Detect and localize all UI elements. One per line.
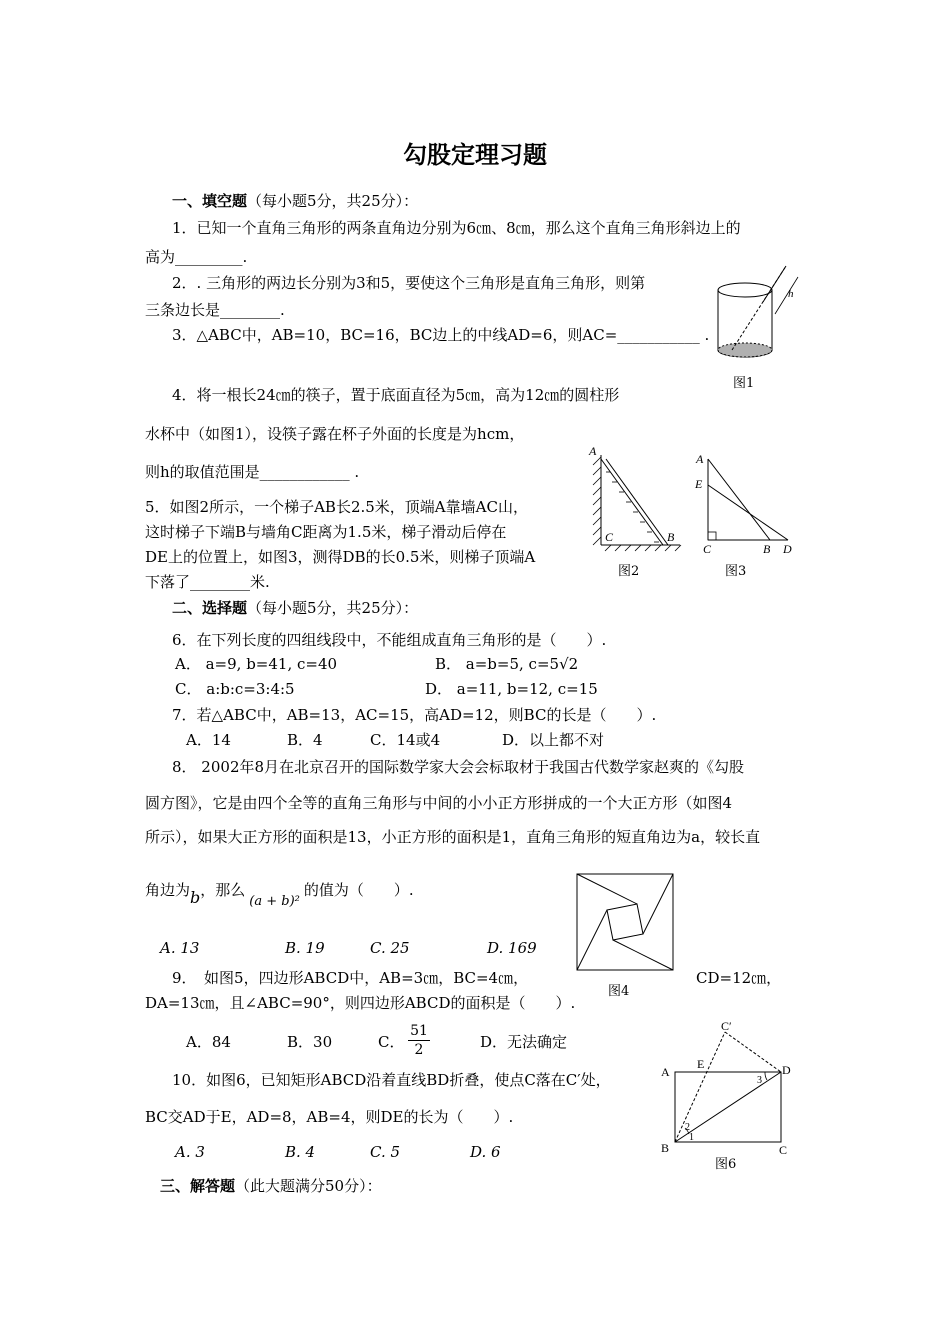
figure-4-caption: 图4 (608, 984, 630, 999)
q5-line2: 这时梯子下端B与墙角C距离为1.5米，梯子滑动后停在 (145, 523, 507, 541)
fig6-label-e: E (697, 1057, 705, 1071)
fig6-angle-1: 1 (689, 1132, 694, 1143)
q1-line1: 1．已知一个直角三角形的两条直角边分别为6㎝、8㎝，那么这个直角三角形斜边上的 (172, 219, 741, 237)
fig6-angle-2: 2 (685, 1122, 690, 1133)
page-title: 勾股定理习题 (403, 140, 547, 169)
fig3-label-a: A (696, 452, 704, 466)
q10-option-d: D. 6 (470, 1143, 501, 1161)
q9-line1: 9． 如图5，四边形ABCD中，AB=3㎝，BC=4㎝， (172, 969, 529, 987)
q7-option-a: A．14 (186, 731, 231, 749)
q8-option-d: D. 169 (487, 939, 537, 957)
fig6-label-b: B (661, 1141, 670, 1155)
q5-line3: DE上的位置上，如图3，测得DB的长0.5米，则梯子顶端A (145, 548, 536, 566)
q6-option-a: A． a=9, b=41, c=40 (175, 655, 338, 673)
q4-line3: 则h的取值范围是____________ . (145, 463, 360, 481)
q8-option-c: C. 25 (370, 939, 410, 957)
q9-option-c-fraction: 51 2 (408, 1022, 430, 1059)
q2-line1: 2．. 三角形的两边长分别为3和5，要使这个三角形是直角三角形，则第 (172, 274, 646, 292)
fig6-label-c-prime: C′ (721, 1020, 732, 1033)
fig6-angle-3: 3 (757, 1075, 762, 1086)
q7-option-d: D．以上都不对 (502, 731, 605, 749)
q8-option-a: A. 13 (160, 939, 200, 957)
fig2-label-b: B (667, 530, 675, 544)
fig6-label-d: D (782, 1063, 791, 1077)
section3-heading: 三、解答题（此大题满分50分）： (160, 1177, 382, 1195)
q9-option-b: B．30 (287, 1033, 333, 1051)
fig2-label-a: A (589, 445, 597, 458)
q8-line1: 8． 2002年8月在北京召开的国际数学家大会会标取材于我国古代数学家赵爽的《勾股 (172, 758, 745, 776)
fig2-label-c: C (605, 530, 614, 544)
q6-option-d: D． a=11, b=12, c=15 (425, 680, 598, 698)
figure-1-cylinder (708, 262, 808, 392)
fig6-label-c: C (779, 1143, 788, 1157)
q6-option-c: C． a:b:c=3:4:5 (175, 680, 295, 698)
fig3-label-c: C (703, 542, 712, 556)
figure-1-caption: 图1 (733, 376, 755, 391)
q9-line1-cont: CD=12㎝， (696, 969, 782, 987)
q9-option-a: A．84 (186, 1033, 231, 1051)
figure-4-pythagorean-square (575, 872, 675, 972)
figure-6-caption: 图6 (715, 1157, 737, 1172)
q4-line1: 4．将一根长24㎝的筷子，置于底面直径为5㎝，高为12㎝的圆柱形 (172, 386, 620, 404)
q8-line2: 圆方图》，它是由四个全等的直角三角形与中间的小小正方形拼成的一个大正方形（如图4 (145, 794, 733, 812)
q4-line2: 水杯中（如图1），设筷子露在杯子外面的长度是为hcm， (145, 425, 525, 443)
q8-line4: 角边为b，那么(a + b)²的值为（ ）. (145, 881, 414, 909)
q10-line1: 10．如图6，已知矩形ABCD沿着直线BD折叠，使点C落在C′处， (172, 1071, 611, 1089)
section2-heading: 二、选择题（每小题5分，共25分）： (172, 599, 419, 617)
q10-option-a: A. 3 (175, 1143, 205, 1161)
q7-stem: 7．若△ABC中，AB=13，AC=15，高AD=12，则BC的长是（ ）. (172, 706, 657, 724)
q8-line3: 所示），如果大正方形的面积是13，小正方形的面积是1，直角三角形的短直角边为a，较长直 (145, 828, 761, 846)
fig3-label-e: E (695, 477, 703, 491)
fig1-label-h: h (788, 288, 794, 300)
q9-option-d: D．无法确定 (480, 1033, 568, 1051)
q9-option-c: C． (378, 1033, 405, 1051)
figure-3-caption: 图3 (725, 564, 747, 579)
figure-2-caption: 图2 (618, 564, 640, 579)
q1-line2: 高为_________. (145, 248, 248, 266)
figure-3-sliding-ladder (690, 445, 800, 557)
q8-option-b: B. 19 (285, 939, 325, 957)
q6-stem: 6．在下列长度的四组线段中，不能组成直角三角形的是（ ）. (172, 631, 607, 649)
q10-option-b: B. 4 (285, 1143, 316, 1161)
section1-heading: 一、填空题（每小题5分，共25分）： (172, 192, 419, 210)
q7-option-c: C．14或4 (370, 731, 441, 749)
figure-2-ladder (585, 445, 690, 555)
q7-option-b: B．4 (287, 731, 323, 749)
q6-option-b: B． a=b=5, c=5√2 (435, 655, 579, 673)
q10-option-c: C. 5 (370, 1143, 401, 1161)
fig3-label-b: B (763, 542, 771, 556)
fig6-label-a: A (661, 1065, 670, 1079)
q2-line2: 三条边长是________. (145, 301, 285, 319)
q9-line2: DA=13㎝，且∠ABC=90°，则四边形ABCD的面积是（ ）. (145, 994, 576, 1012)
figure-6-folded-rectangle (655, 1020, 795, 1160)
fig3-label-d: D (783, 542, 792, 556)
q10-line2: BC交AD于E，AD=8，AB=4，则DE的长为（ ）. (145, 1108, 514, 1126)
q5-line1: 5．如图2所示，一个梯子AB长2.5米，顶端A靠墙AC山， (145, 498, 528, 516)
q3-text: 3．△ABC中，AB=10，BC=16，BC边上的中线AD=6，则AC=___________ . (172, 326, 710, 344)
q5-line4: 下落了________米. (145, 573, 270, 591)
